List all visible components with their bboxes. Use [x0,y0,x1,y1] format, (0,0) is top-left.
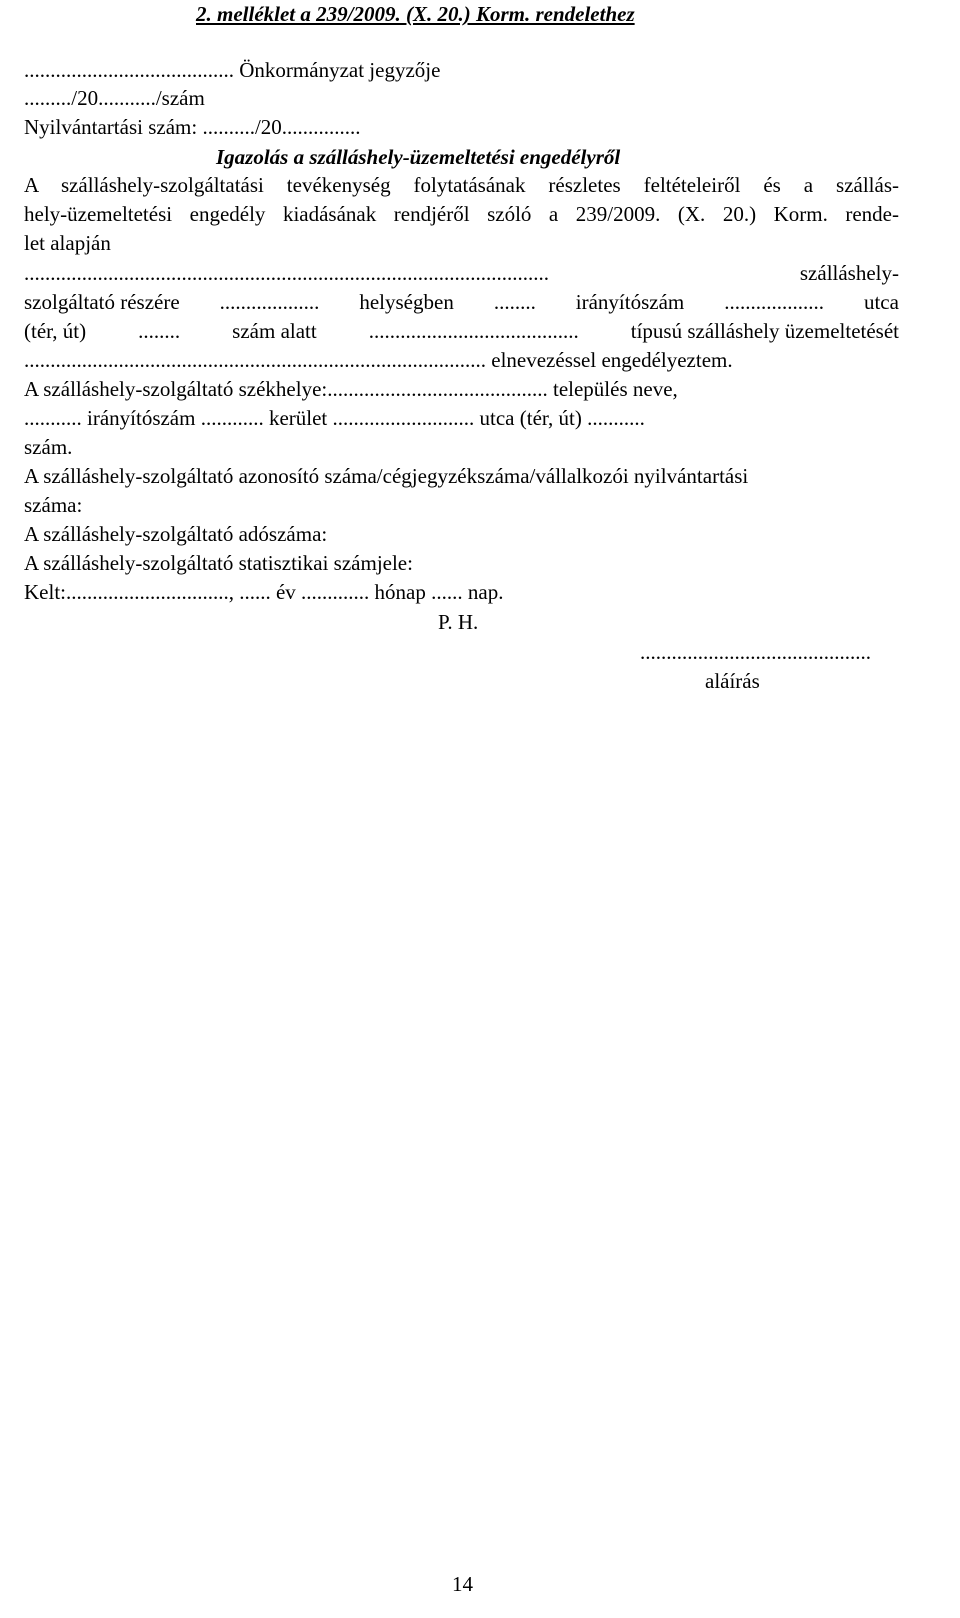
fill-line-1: .................................................................................................... szálláshely- [24,261,899,285]
tax-number-line: A szálláshely-szolgáltató adószáma: [24,522,328,546]
stamp-label: P. H. [438,610,479,634]
signature-label: aláírás [705,669,760,693]
seat-line-3: szám. [24,435,73,459]
file-number-line: ........./20.........../szám [24,86,205,110]
id-line-2: száma: [24,493,83,517]
seat-line-2: ........... irányítószám ............ kerület ........................... utca (tér, út) ........... [24,406,645,430]
seat-line-1: A szálláshely-szolgáltató székhelye:.......................................... település neve, [24,377,678,401]
date-line: Kelt:..............................., ...... év ............. hónap ...... nap. [24,580,504,604]
document-title: Igazolás a szálláshely-üzemeltetési engedélyről [216,145,621,169]
signature-dots: ............................................ [640,640,871,664]
intro-line-3: let alapján [24,231,111,255]
id-line-1: A szálláshely-szolgáltató azonosító száma/cégjegyzékszáma/vállalkozói nyilvántartási [24,464,749,488]
statistical-code-line: A szálláshely-szolgáltató statisztikai számjele: [24,551,413,575]
fill-line-4: ........................................................................................ elnevezéssel engedélyeztem. [24,348,733,372]
fill-line-2: szolgáltató részére ................... helységben ........ irányítószám ................... utca [24,290,899,314]
registry-number-line: Nyilvántartási szám: ........../20............... [24,115,361,139]
notary-line: ........................................ Önkormányzat jegyzője [24,58,441,82]
intro-line-2: hely-üzemeltetési engedély kiadásának rendjéről szóló a 239/2009. (X. 20.) Korm. rende- [24,202,899,226]
annex-reference: 2. melléklet a 239/2009. (X. 20.) Korm. rendelethez [196,2,635,26]
intro-line-1: A szálláshely-szolgáltatási tevékenység folytatásának részletes feltételeiről és a szállás- [24,173,899,197]
fill-line-3: (tér, út) ........ szám alatt ........................................ típusú szálláshely üzemeltetését [24,319,899,343]
page-number: 14 [452,1572,473,1596]
